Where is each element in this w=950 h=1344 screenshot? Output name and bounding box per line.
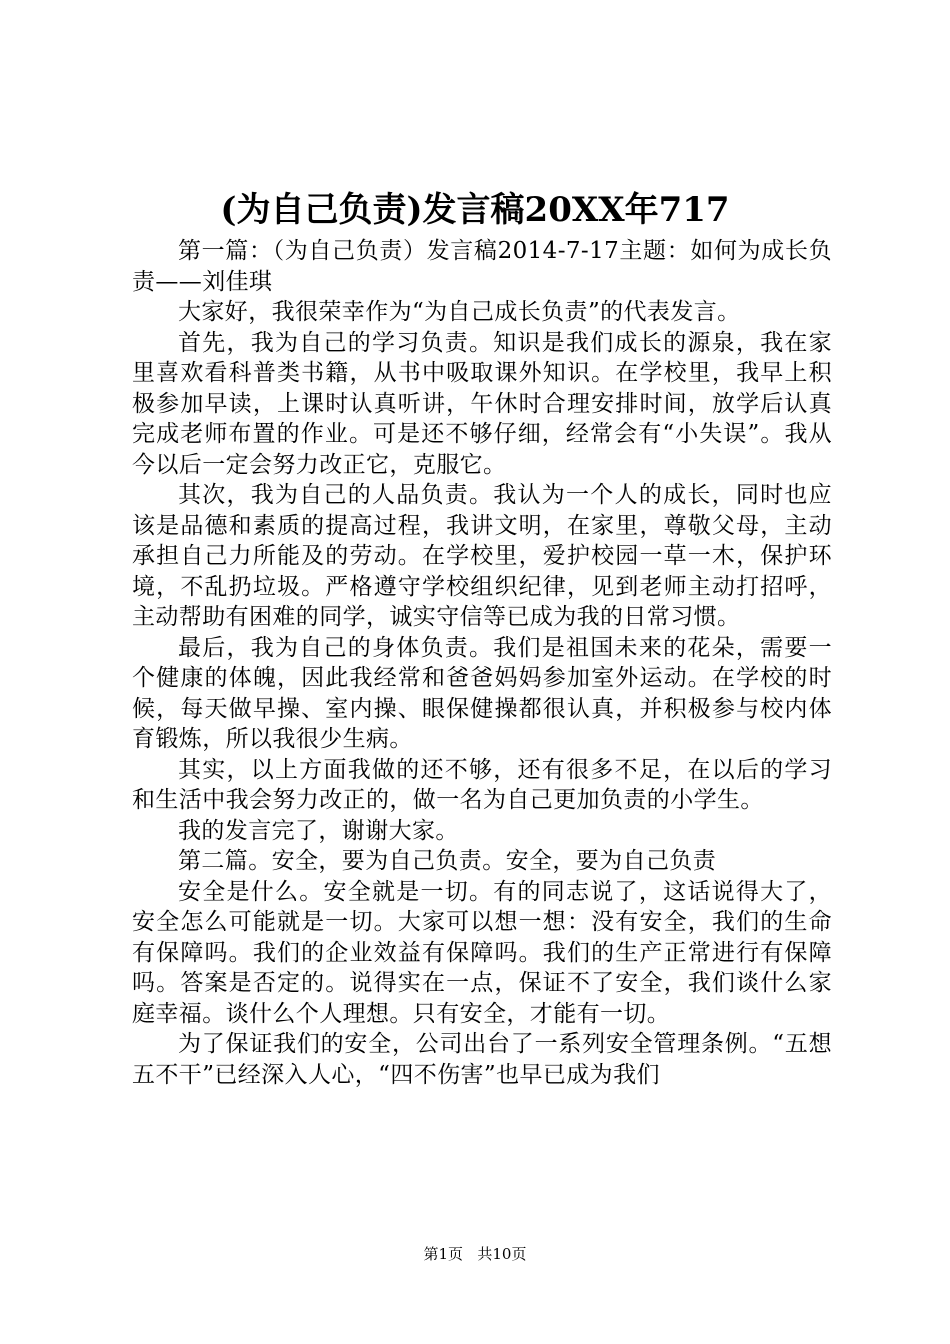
paragraph-2: 大家好，我很荣幸作为“为自己成长负责”的代表发言。 [178,299,741,325]
paragraph-4: 其次，我为自己的人品负责。我认为一个人的成长，同时也应该是品德和素质的提高过程，我讲文明，在家里，尊敬父母，主动承担自己力所能及的劳动。在学校里，爱护校园一草一木，保护环境，不乱扔垃圾。严格遵守学校组织纪律，见到老师主动打招呼，主动帮助有困难的同学，诚实守信等已成为我的日常习惯。 [132,482,832,630]
paragraph-1: 第一篇：（为自己负责）发言稿2014-7-17主题：如何为成长负责——刘佳琪 [132,238,832,295]
paragraph-6: 其实，以上方面我做的还不够，还有很多不足，在以后的学习和生活中我会努力改正的，做一名为自己更加负责的小学生。 [132,756,832,813]
page-number: 第1页 [423,1245,464,1263]
paragraph-8: 第二篇。安全，要为自己负责。安全，要为自己负责 [178,848,717,874]
paragraph-10: 为了保证我们的安全，公司出台了一系列安全管理条例。“五想五不干”已经深入人心，“四不伤害”也早已成为我们 [132,1031,832,1088]
page-total: 共10页 [477,1245,527,1263]
paragraph-7: 我的发言完了，谢谢大家。 [178,817,459,844]
paragraph-3: 首先，我为自己的学习负责。知识是我们成长的源泉，我在家里喜欢看科普类书籍，从书中吸取课外知识。在学校里，我早上积极参加早读，上课时认真听讲，午休时合理安排时间，放学后认真完成老师布置的作业。可是还不够仔细，经常会有“小失误”。我从今以后一定会努力改正它，克服它。 [132,329,832,478]
document-body [132,236,832,1090]
page-footer [0,1243,950,1265]
paragraph-9: 安全是什么。安全就是一切。有的同志说了，这话说得大了，安全怎么可能就是一切。大家可以想一想：没有安全，我们的生命有保障吗。我们的企业效益有保障吗。我们的生产正常进行有保障吗。答案是否定的。说得实在一点，保证不了安全，我们谈什么家庭幸福。谈什么个人理想。只有安全，才能有一切。 [132,878,832,1027]
document-title: (为自己负责)发言稿20XX年717 [220,190,730,230]
page-separator [468,1245,473,1263]
paragraph-5: 最后，我为自己的身体负责。我们是祖国未来的花朵，需要一个健康的体魄，因此我经常和爸爸妈妈参加室外运动。在学校的时候，每天做早操、室内操、眼保健操都很认真，并积极参与校内体育锻炼，所以我很少生病。 [132,634,832,752]
